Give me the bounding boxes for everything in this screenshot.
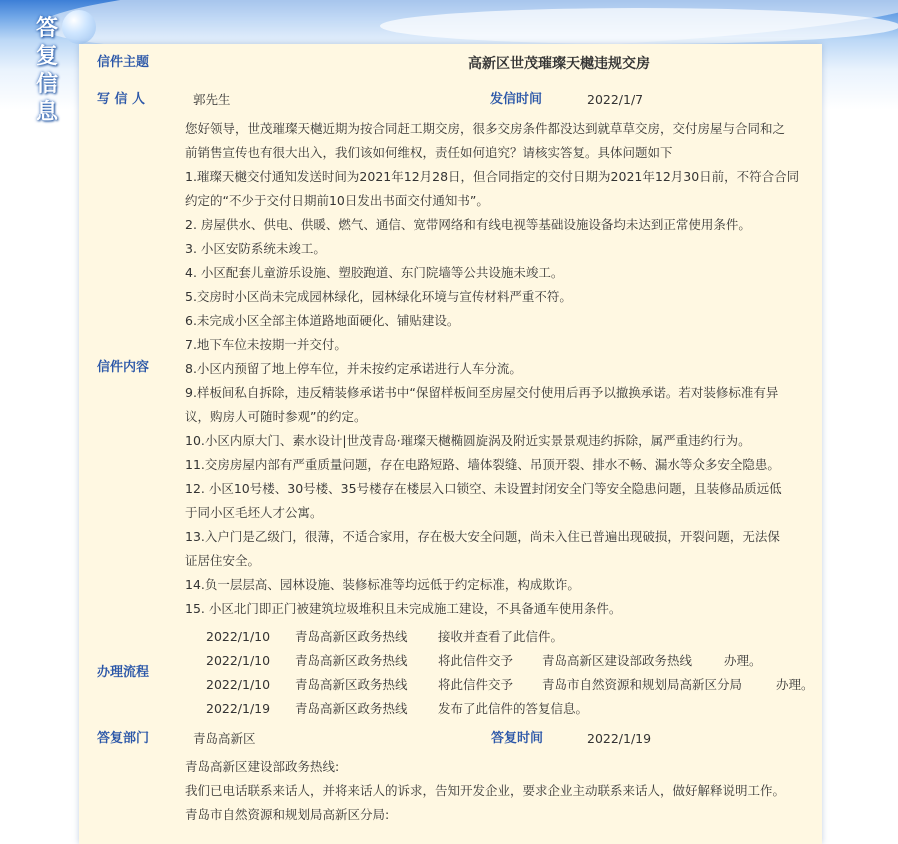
process-action: 将此信件交予 bbox=[438, 653, 514, 668]
process-unit: 青岛高新区政务热线 bbox=[295, 677, 408, 692]
content-line: 6.未完成小区全部主体道路地面硬化、铺贴建设。 bbox=[185, 313, 460, 328]
process-date: 2022/1/19 bbox=[206, 701, 271, 716]
letter-subject: 高新区世茂璀璨天樾违规交房 bbox=[468, 56, 650, 72]
reply-line: 青岛高新区建设部政务热线: bbox=[185, 759, 340, 774]
subject-label: 信件主题 bbox=[97, 55, 150, 70]
process-row bbox=[206, 625, 818, 649]
process-row bbox=[206, 697, 818, 721]
content-line: 议，购房人可随时参观”的约定。 bbox=[185, 409, 367, 424]
process-target: 青岛市自然资源和规划局高新区分局 bbox=[542, 677, 743, 692]
content-line: 9.样板间私自拆除，违反精装修承诺书中“保留样板间至房屋交付使用后再予以撤换承诺。若对装修标准有异 bbox=[185, 385, 779, 400]
content-line: 您好领导，世茂璀璨天樾近期为按合同赶工期交房，很多交房条件都没达到就草草交房，交付房屋与合同和之 bbox=[185, 121, 786, 136]
bubble-icon bbox=[62, 10, 96, 44]
reply-dept-label: 答复部门 bbox=[97, 731, 150, 746]
content-line: 1.璀璨天樾交付通知发送时间为2021年12月28日，但合同指定的交付日期为2021年12月30日前，不符合合同 bbox=[185, 169, 800, 184]
content-line: 11.交房房屋内部有严重质量问题，存在电路短路、墙体裂缝、吊顶开裂、排水不畅、漏水等众多安全隐患。 bbox=[185, 457, 780, 472]
content-line: 7.地下车位未按期一并交付。 bbox=[185, 337, 347, 352]
process-unit: 青岛高新区政务热线 bbox=[295, 701, 408, 716]
process-suffix: 办理。 bbox=[724, 653, 762, 668]
content-line: 12. 小区10号楼、30号楼、35号楼存在楼层入口锁空、未设置封闭安全门等安全隐患问题，且装修品质远低 bbox=[185, 481, 782, 496]
process-action: 接收并查看了此信件。 bbox=[438, 629, 564, 644]
process-date: 2022/1/10 bbox=[206, 653, 271, 668]
send-time-label: 发信时间 bbox=[490, 92, 543, 107]
title-char: 答 bbox=[35, 15, 58, 41]
process-unit: 青岛高新区政务热线 bbox=[295, 653, 408, 668]
process-row bbox=[206, 673, 818, 697]
process-row bbox=[206, 649, 818, 673]
section-title-vertical bbox=[32, 14, 62, 126]
content-label: 信件内容 bbox=[97, 360, 150, 375]
banner-highlight bbox=[380, 8, 898, 44]
content-line: 3. 小区安防系统未竣工。 bbox=[185, 241, 326, 256]
letter-panel bbox=[79, 44, 822, 844]
writer-label: 写 信 人 bbox=[97, 92, 146, 107]
reply-time: 2022/1/19 bbox=[587, 731, 652, 746]
reply-time-label: 答复时间 bbox=[491, 731, 544, 746]
process-target: 青岛高新区建设部政务热线 bbox=[542, 653, 693, 668]
reply-dept: 青岛高新区 bbox=[193, 731, 256, 746]
process-date: 2022/1/10 bbox=[206, 677, 271, 692]
letter-content bbox=[185, 117, 815, 621]
reply-line: 我们已电话联系来话人，并将来话人的诉求，告知开发企业，要求企业主动联系来话人，做好解释说明工作。 bbox=[185, 783, 786, 798]
content-line: 证居住安全。 bbox=[185, 553, 261, 568]
process-unit: 青岛高新区政务热线 bbox=[295, 629, 408, 644]
content-line: 于同小区毛坯人才公寓。 bbox=[185, 505, 323, 520]
content-line: 15. 小区北门即正门被建筑垃圾堆积且未完成施工建设，不具备通车使用条件。 bbox=[185, 601, 622, 616]
process-date: 2022/1/10 bbox=[206, 629, 271, 644]
content-line: 4. 小区配套儿童游乐设施、塑胶跑道、东门院墙等公共设施未竣工。 bbox=[185, 265, 564, 280]
content-line: 14.负一层层高、园林设施、装修标准等均远低于约定标准，构成欺诈。 bbox=[185, 577, 580, 592]
reply-content bbox=[185, 755, 815, 827]
reply-line: 青岛市自然资源和规划局高新区分局: bbox=[185, 807, 390, 822]
writer-name: 郭先生 bbox=[193, 92, 231, 107]
process-label: 办理流程 bbox=[97, 665, 150, 680]
process-suffix: 办理。 bbox=[776, 677, 814, 692]
title-char: 复 bbox=[35, 43, 58, 69]
content-line: 前销售宣传也有很大出入，我们该如何维权，责任如何追究？请核实答复。具体问题如下 bbox=[185, 145, 673, 160]
send-time: 2022/1/7 bbox=[587, 92, 644, 107]
content-line: 10.小区内原大门、素水设计|世茂青岛·璀璨天樾椭圆旋涡及附近实景景观违约拆除，属严重违约行为。 bbox=[185, 433, 751, 448]
title-char: 信 bbox=[35, 71, 58, 97]
process-action: 将此信件交予 bbox=[438, 677, 514, 692]
content-line: 约定的“不少于交付日期前10日发出书面交付通知书”。 bbox=[185, 193, 489, 208]
title-char: 息 bbox=[35, 99, 58, 125]
process-flow bbox=[206, 625, 818, 721]
content-line: 8.小区内预留了地上停车位，并未按约定承诺进行人车分流。 bbox=[185, 361, 522, 376]
content-line: 2. 房屋供水、供电、供暖、燃气、通信、宽带网络和有线电视等基础设施设备均未达到正常使用条件。 bbox=[185, 217, 751, 232]
content-line: 5.交房时小区尚未完成园林绿化，园林绿化环境与宣传材料严重不符。 bbox=[185, 289, 572, 304]
content-line: 13.入户门是乙级门，很薄，不适合家用，存在极大安全问题，尚未入住已普遍出现破损，开裂问题，无法保 bbox=[185, 529, 780, 544]
process-action: 发布了此信件的答复信息。 bbox=[438, 701, 589, 716]
